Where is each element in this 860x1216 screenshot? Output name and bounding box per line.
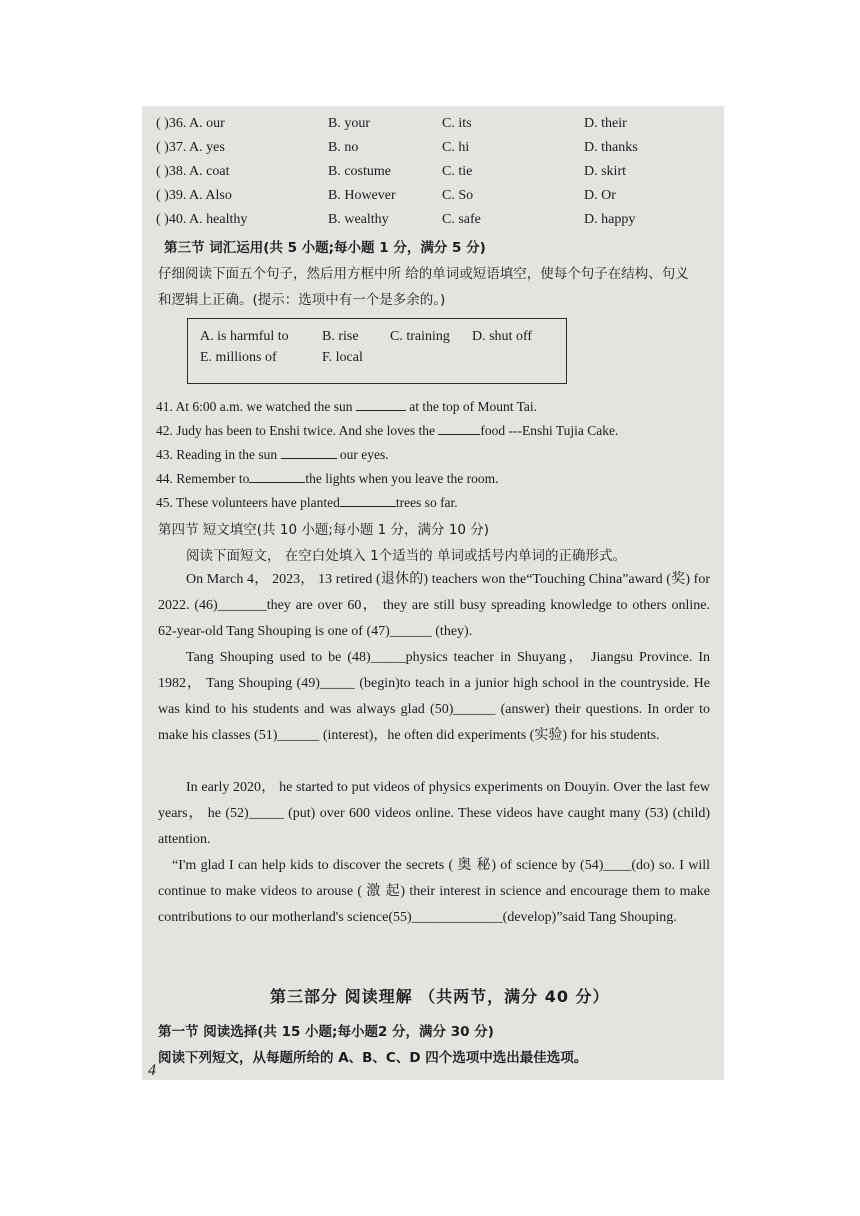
passage-paragraph-1: On March 4， 2023， 13 retired (退休的) teachers won the“Touching China”award (奖) for 2022. (46)_______they are over 60， they are still busy spreading knowledge to others online. 62-year-old Tang Shouping is one of (47)______ (they).: [158, 572, 710, 639]
sentence-44: [156, 470, 498, 487]
question-40-c: C. safe: [442, 212, 481, 227]
question-37-b: B. no: [328, 140, 359, 155]
question-36-d: D. their: [584, 116, 627, 131]
question-38-c: C. tie: [442, 164, 473, 179]
question-40-d: D. happy: [584, 212, 636, 227]
sentence-41-start: 41. At 6:00 a.m. we watched the sun: [156, 399, 356, 414]
question-36-b: B. your: [328, 116, 370, 131]
question-39-a: ( )39. A. Also: [156, 188, 232, 203]
question-37-a: ( )37. A. yes: [156, 140, 225, 155]
blank-41: [356, 398, 406, 411]
sentence-41: [156, 398, 537, 415]
question-38-d: D. skirt: [584, 164, 626, 179]
part3-title: 第三部分 阅读理解 （共两节，满分 40 分）: [270, 987, 610, 1006]
question-40-b: B. wealthy: [328, 212, 389, 227]
word-option-c: C. training: [390, 329, 450, 344]
part3-section1-title: 第一节 阅读选择(共 15 小题;每小题2 分，满分 30 分): [158, 1024, 494, 1040]
word-option-a: A. is harmful to: [200, 329, 289, 344]
word-option-e: E. millions of: [200, 350, 277, 365]
question-37-c: C. hi: [442, 140, 470, 155]
page-number: 4: [148, 1062, 156, 1079]
section3-instruction-2: 和逻辑上正确。(提示：选项中有一个是多余的。): [158, 292, 446, 308]
question-40-a: ( )40. A. healthy: [156, 212, 248, 227]
sentence-44-end: the lights when you leave the room.: [305, 471, 499, 486]
passage-paragraph-2: Tang Shouping used to be (48)_____physics teacher in Shuyang， Jiangsu Province. In 1982， Tang Shouping (49)_____ (begin)to teach in a junior high school in the countryside. He was kind to his students and was always glad (50)______ (answer) their questions. In order to make his classes (51)______ (interest)，he often did experiments (实验) for his students.: [158, 650, 710, 743]
sentence-45: [156, 494, 458, 511]
question-37-d: D. thanks: [584, 140, 638, 155]
sentence-43-start: 43. Reading in the sun: [156, 447, 281, 462]
section3-instruction-1: 仔细阅读下面五个句子，然后用方框中所 给的单词或短语填空，使每个句子在结构、句义: [158, 266, 689, 282]
sentence-42-end: food ---Enshi Tujia Cake.: [480, 423, 619, 438]
blank-42: [438, 422, 480, 435]
question-36-a: ( )36. A. our: [156, 116, 225, 131]
section4-title: 第四节 短文填空(共 10 小题;每小题 1 分，满分 10 分): [158, 522, 490, 538]
blank-45: [340, 494, 396, 507]
sentence-43: [156, 446, 389, 463]
question-38-b: B. costume: [328, 164, 391, 179]
passage-paragraph-4: “I'm glad I can help kids to discover the secrets ( 奥 秘) of science by (54)____(do) so. I will continue to make videos to arouse ( 激 起) their interest in science and encourage them to make contributions to our motherland's science(55)_____________(develop)”said Tang Shouping.: [158, 858, 710, 925]
sentence-45-start: 45. These volunteers have planted: [156, 495, 340, 510]
word-bank-box: [187, 318, 567, 384]
part3-instruction: 阅读下列短文，从每题所给的 A、B、C、D 四个选项中选出最佳选项。: [158, 1050, 588, 1066]
sentence-44-start: 44. Remember to: [156, 471, 250, 486]
exam-page: [142, 106, 724, 1080]
word-option-f: F. local: [322, 350, 363, 365]
sentence-43-end: our eyes.: [336, 447, 389, 462]
sentence-42: [156, 422, 618, 439]
blank-43: [281, 446, 337, 459]
section3-title: 第三节 词汇运用(共 5 小题;每小题 1 分，满分 5 分): [164, 240, 486, 256]
sentence-42-start: 42. Judy has been to Enshi twice. And she loves the: [156, 423, 439, 438]
question-36-c: C. its: [442, 116, 472, 131]
passage-paragraph-3: In early 2020， he started to put videos of physics experiments on Douyin. Over the last few years， he (52)_____ (put) over 600 videos online. These videos have caught many (53) (child) attention.: [158, 780, 710, 847]
word-option-d: D. shut off: [472, 329, 533, 344]
question-38-a: ( )38. A. coat: [156, 164, 230, 179]
section4-instruction: 阅读下面短文， 在空白处填入 1个适当的 单词或括号内单词的正确形式。: [186, 548, 626, 564]
question-39-b: B. However: [328, 188, 396, 203]
sentence-41-end: at the top of Mount Tai.: [405, 399, 538, 414]
sentence-45-end: trees so far.: [395, 495, 458, 510]
question-39-c: C. So: [442, 188, 474, 203]
question-39-d: D. Or: [584, 188, 616, 203]
word-option-b: B. rise: [322, 329, 359, 344]
blank-44: [249, 470, 305, 483]
